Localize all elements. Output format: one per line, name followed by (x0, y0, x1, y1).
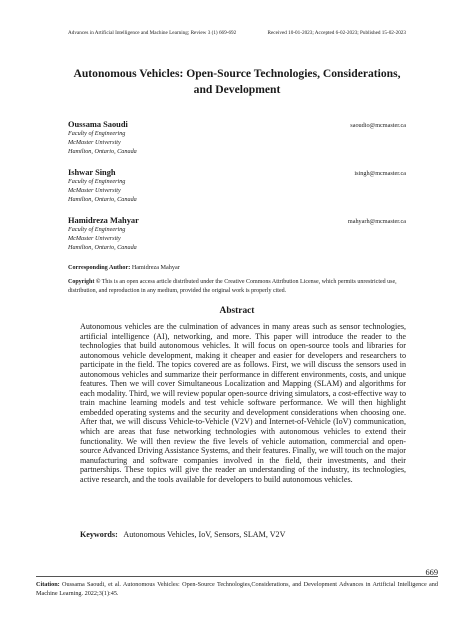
author-affiliation: McMaster University (68, 187, 121, 194)
author-affiliation: Hamilton, Ontario, Canada (68, 244, 137, 251)
citation-text: Oussama Saoudi, et al. Autonomous Vehicles: Open-Source Technologies,Considerations, and Development Advances in Artificial Intelligence and Machine Learning. 2022;3(1):45. (36, 581, 438, 597)
copyright-text: This is an open access article distributed under the Creative Commons Attribution License, which permits unrestricted use, distribution, and reproduction in any medium, provided the original work is properly cited. (68, 279, 397, 295)
author-affiliation: Faculty of Engineering (68, 226, 126, 233)
publication-dates: Received 10-01-2023; Accepted 6-02-2023; Published 15-02-2023 (267, 30, 406, 36)
author-block (68, 168, 406, 204)
corresponding-name: Hamidreza Mahyar (131, 264, 180, 271)
author-email[interactable]: isingh@mcmaster.ca (354, 170, 406, 177)
citation-label: Citation: (36, 581, 60, 588)
author-email[interactable]: saoudio@mcmaster.ca (350, 122, 406, 129)
author-affiliation: McMaster University (68, 235, 121, 242)
journal-info: Advances in Artificial Intelligence and Machine Learning; Review 3 (1) 669-692 (68, 30, 237, 36)
keywords (80, 530, 285, 539)
running-header (68, 30, 406, 36)
author-name: Oussama Saoudi (68, 120, 128, 129)
author-name: Hamidreza Mahyar (68, 216, 139, 225)
title-line-2: and Development (193, 83, 281, 96)
author-block (68, 120, 406, 156)
abstract-body: Autonomous vehicles are the culmination of advances in many areas such as sensor technologies, artificial intelligence (AI), networking, and more. This paper will introduce the reader to the technologies that build autonomous vehicles. It will focus on open-source tools and libraries for autonomous vehicle development, making it cheaper and easier for developers and researchers to participate in the field. The topics covered are as follows. First, we will discuss the sensors used in autonomous vehicles and summarize their performance in different environments, costs, and unique features. Then we will cover Simultaneous Localization and Mapping (SLAM) and algorithms for each modality. Third, we will review popular open-source driving simulators, a cost-effective way to train machine learning models and test vehicle software performance. We will then highlight embedded operating systems and the security and development considerations when choosing one. After that, we will discuss Vehicle-to-Vehicle (V2V) and Internet-of-Vehicle (IoV) communication, which are areas that fuse networking technologies with autonomous vehicles to extend their functionality. We will then review the five levels of vehicle automation, commercial and open-source Advanced Driving Assistance Systems, and their features. Finally, we will touch on the major manufacturing and software companies involved in the field, their investments, and their partnerships. These topics will give the reader an understanding of the industry, its technologies, active research, and the tools available for developers to build autonomous vehicles. (80, 322, 406, 484)
title-line-1: Autonomous Vehicles: Open-Source Technologies, Considerations, (73, 67, 401, 80)
keywords-label: Keywords: (80, 530, 118, 539)
footer-divider (36, 576, 438, 577)
author-affiliation: Hamilton, Ontario, Canada (68, 196, 137, 203)
author-affiliation: Faculty of Engineering (68, 130, 126, 137)
author-name: Ishwar Singh (68, 168, 116, 177)
keywords-text: Autonomous Vehicles, IoV, Sensors, SLAM, V2V (123, 530, 286, 539)
abstract-heading: Abstract (219, 306, 255, 316)
author-email[interactable]: mahyarh@mcmaster.ca (347, 218, 406, 225)
author-affiliation: Faculty of Engineering (68, 178, 126, 185)
author-block (68, 216, 406, 252)
page-number: 669 (425, 568, 438, 577)
author-affiliation: McMaster University (68, 139, 121, 146)
copyright-notice (68, 278, 406, 297)
corresponding-label: Corresponding Author: (68, 264, 131, 271)
citation (36, 580, 438, 598)
author-affiliation: Hamilton, Ontario, Canada (68, 148, 137, 155)
corresponding-author (68, 264, 180, 271)
paper-title (60, 66, 414, 98)
copyright-label: Copyright © (68, 279, 101, 285)
